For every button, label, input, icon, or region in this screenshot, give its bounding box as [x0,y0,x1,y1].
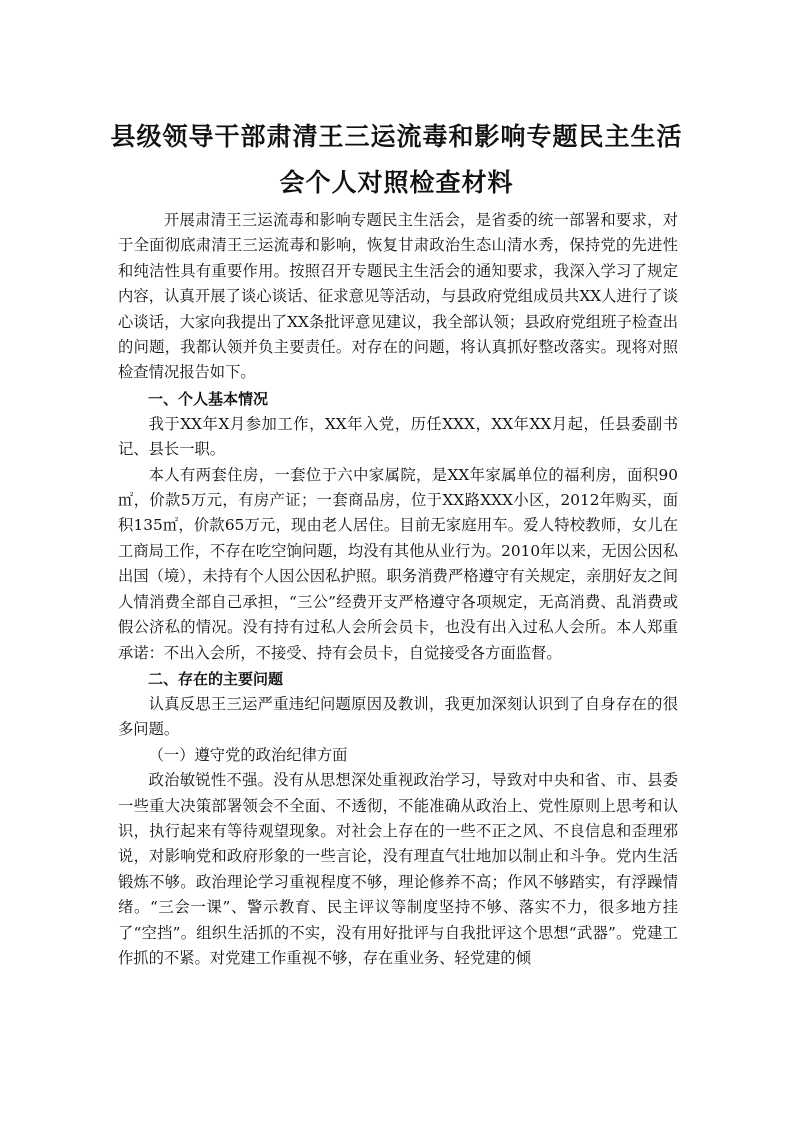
document-title-line1: 县级领导干部肃清王三运流毒和影响专题民主生活 [110,122,683,151]
political-discipline-paragraph: 政治敏锐性不强。没有从思想深处重视政治学习，导致对中央和省、市、县委一些重大决策部署领会不全面、不透彻，不能准确从政治上、党性原则上思考和认识，执行起来有等待观望现象。对社会上存在的一些不正之风、不良信息和歪理邪说，对影响党和政府形象的一些言论，没有理直气壮地加以制止和斗争。党内生活锻炼不够。政治理论学习重视程度不够，理论修养不高；作风不够踏实，有浮躁情绪。“三会一课”、警示教育、民主评议等制度坚持不够、落实不力，很多地方挂了“空挡”。组织生活抓的不实，没有用好批评与自我批评这个思想“武器”。党建工作抓的不紧。对党建工作重视不够，存在重业务、轻党建的倾 [118,771,678,967]
section-heading-basic-info: 一、个人基本情况 [148,389,269,408]
intro-paragraph: 开展肃清王三运流毒和影响专题民主生活会，是省委的统一部署和要求，对于全面彻底肃清王三运流毒和影响，恢复甘肃政治生态山清水秀，保持党的先进性和纯洁性具有重要作用。按照召开专题民主生活会的通知要求，我深入学习了规定内容，认真开展了谈心谈话、征求意见等活动，与县政府党组成员共XX人进行了谈心谈话，大家向我提出了XX条批评意见建议，我全部认领；县政府党组班子检查出的问题，我都认领并负主要责任。对存在的问题，将认真抓好整改落实。现将对照检查情况报告如下。 [118,211,678,382]
section-heading-main-problems: 二、存在的主要问题 [148,669,284,688]
basic-info-paragraph-1: 我于XX年X月参加工作，XX年入党，历任XXX，XX年XX月起，任县委副书记、县长一职。 [118,414,678,459]
document-body [118,208,678,971]
basic-info-paragraph-2: 本人有两套住房，一套位于六中家属院，是XX年家属单位的福利房，面积90㎡，价款5万元，有房产证；一套商品房，位于XX路XXX小区，2012年购买，面积135㎡，价款65万元，现由老人居住。目前无家庭用车。爱人特校教师，女儿在工商局工作，不存在吃空饷问题，均没有其他从业行为。2010年以来，无因公因私出国（境），未持有个人因公因私护照。职务消费严格遵守有关规定，亲朋好友之间人情消费全部自己承担，“三公”经费开支严格遵守各项规定，无高消费、乱消费或假公济私的情况。没有持有过私人会所会员卡，也没有出入过私人会所。本人郑重承诺：不出入会所，不接受、持有会员卡，自觉接受各方面监督。 [118,465,678,662]
document-title-line2: 会个人对照检查材料 [279,168,514,197]
problems-intro-paragraph: 认真反思王三运严重违纪问题原因及教训，我更加深刻认识到了自身存在的很多问题。 [118,694,678,739]
subsection-heading-political-discipline: （一）遵守党的政治纪律方面 [148,745,348,764]
